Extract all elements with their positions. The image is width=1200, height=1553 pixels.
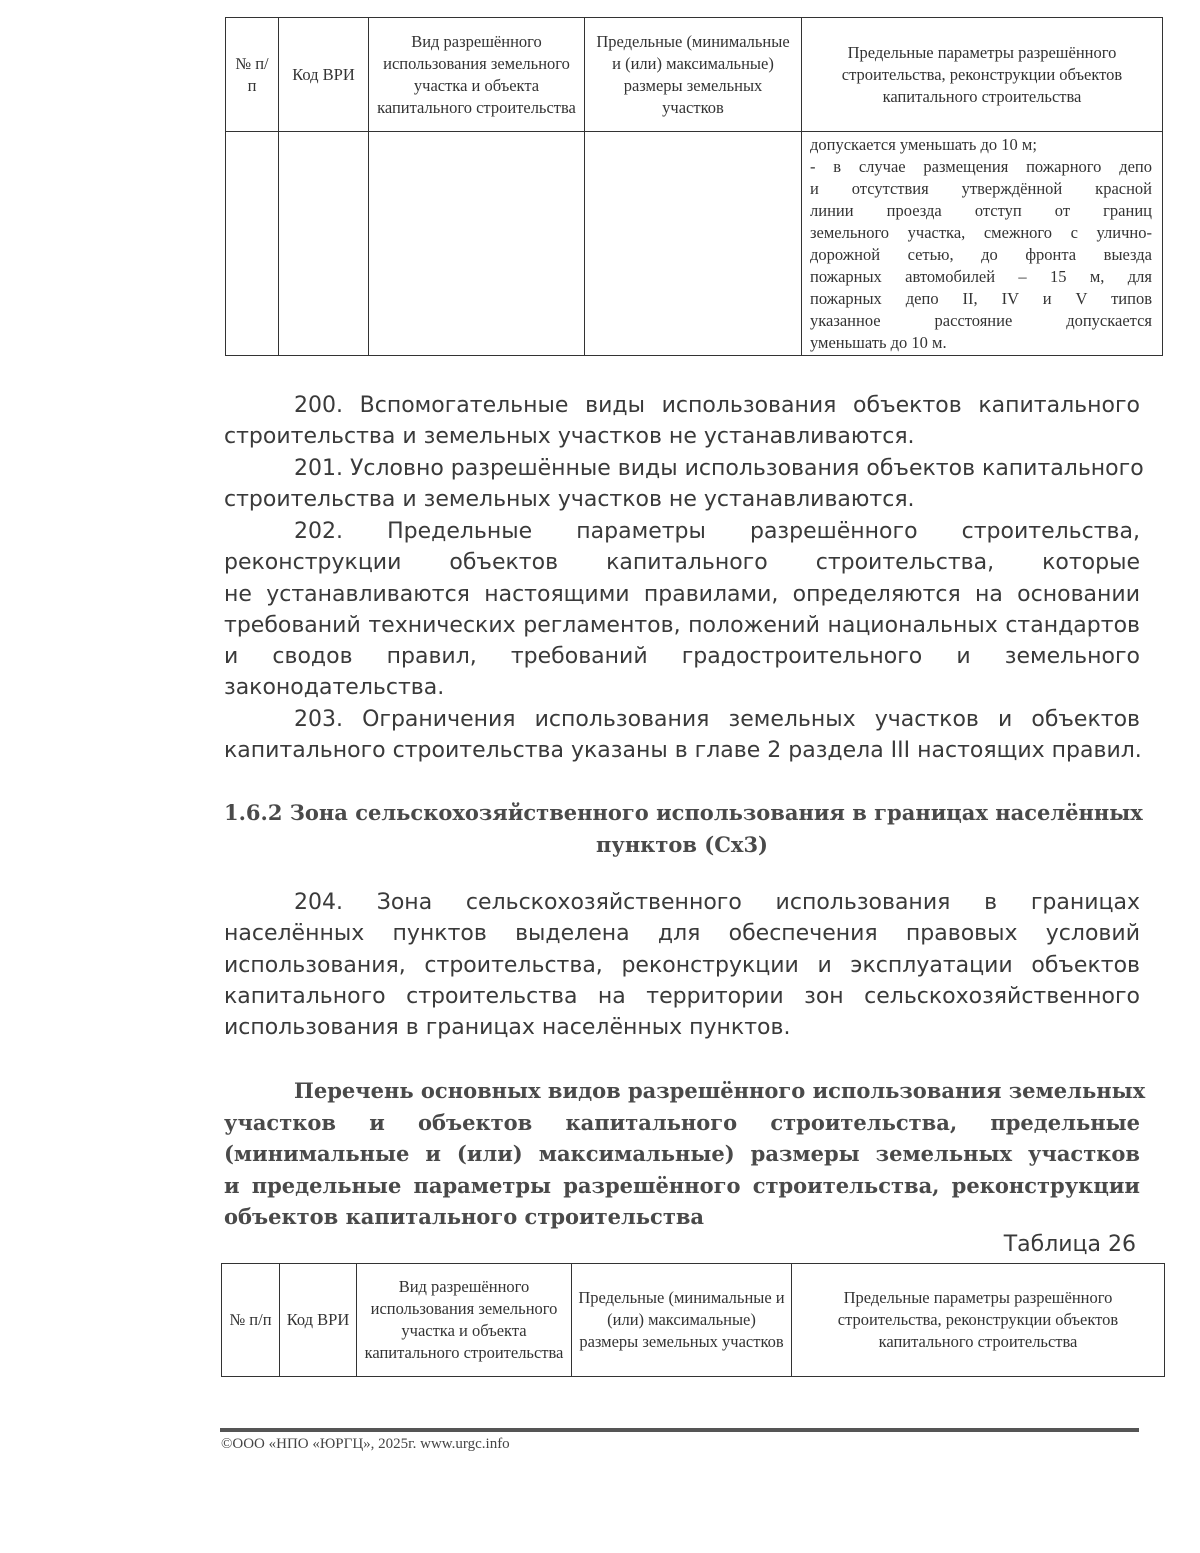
- params-line: земельного участка, смежного с улично-: [810, 223, 1152, 242]
- params-line: и отсутствия утверждённой красной: [810, 179, 1152, 198]
- paragraph-line: реконструкции объектов капитального строительства, которые: [224, 550, 1140, 576]
- caption-line: Перечень основных видов разрешённого использования земельных: [294, 1078, 1146, 1103]
- header-sizes: Предельные (минимальные и (или) максимальные) размеры земельных участков: [572, 1264, 792, 1377]
- table-caption: [224, 1075, 1146, 1233]
- header-sizes: Предельные (минимальные и (или) максимальные) размеры земельных участков: [585, 18, 802, 132]
- table-26: [221, 1263, 1165, 1377]
- paragraph-line: 202. Предельные параметры разрешённого строительства,: [294, 519, 1140, 544]
- paragraph-204: [224, 887, 1140, 1043]
- paragraph-line: капитального строительства указаны в главе 2 раздела III настоящих правил.: [224, 738, 1142, 764]
- paragraph-line: населённых пунктов выделена для обеспечения правовых условий: [224, 921, 1140, 947]
- footer-rule: [220, 1428, 1139, 1432]
- section-heading: [224, 797, 1143, 861]
- footer-copyright: ©ООО «НПО «ЮРГЦ», 2025г. www.urgc.info: [221, 1436, 510, 1452]
- paragraph-line: использования в границах населённых пунктов.: [224, 1015, 791, 1041]
- caption-line: участков и объектов капитального строительства, предельные: [224, 1109, 1140, 1135]
- cell-code: [279, 132, 369, 356]
- paragraph-line: 200. Вспомогательные виды использования объектов капитального: [294, 393, 1140, 418]
- caption-line: объектов капитального строительства: [224, 1204, 705, 1229]
- table-header-row: [222, 1264, 1165, 1377]
- params-line: пожарных депо II, IV и V типов: [810, 289, 1152, 308]
- paragraph-line: 204. Зона сельскохозяйственного использования в границах: [294, 890, 1140, 915]
- header-num: № п/п: [226, 18, 279, 132]
- paragraph-line: и сводов правил, требований градостроительного и земельного: [224, 644, 1140, 670]
- params-line: - в случае размещения пожарного депо: [810, 157, 1152, 176]
- paragraph-line: законодательства.: [224, 675, 445, 701]
- paragraph-line: 201. Условно разрешённые виды использования объектов капитального: [294, 456, 1144, 481]
- paragraph-203: [224, 704, 1140, 767]
- cell-type: [369, 132, 585, 356]
- paragraph-200: [224, 390, 1140, 453]
- caption-line: (минимальные и (или) максимальные) размеры земельных участков: [224, 1141, 1140, 1166]
- paragraph-line: использования, строительства, реконструкции и эксплуатации объектов: [224, 952, 1140, 978]
- params-line: пожарных автомобилей – 15 м, для: [810, 267, 1152, 286]
- cell-params: [802, 132, 1163, 356]
- table-continuation: [225, 17, 1163, 356]
- header-num: № п/п: [222, 1264, 280, 1377]
- params-line: указанное расстояние допускается: [810, 311, 1152, 330]
- params-line: линии проезда отступ от границ: [810, 201, 1152, 220]
- paragraph-201: [224, 453, 1144, 516]
- heading-line: 1.6.2 Зона сельскохозяйственного использования в границах населённых: [224, 800, 1143, 825]
- paragraph-line: капитального строительства на территории зон сельскохозяйственного: [224, 983, 1140, 1009]
- header-type: Вид разрешённого использования земельного участка и объекта капитального строительства: [369, 18, 585, 132]
- header-code: Код ВРИ: [279, 18, 369, 132]
- table-row: [226, 132, 1163, 356]
- paragraph-line: требований технических регламентов, положений национальных стандартов: [224, 612, 1140, 638]
- cell-sizes: [585, 132, 802, 356]
- header-params: Предельные параметры разрешённого строительства, реконструкции объектов капитального строительства: [802, 18, 1163, 132]
- table-number-label: Таблица 26: [1003, 1232, 1136, 1257]
- paragraph-line: строительства и земельных участков не устанавливаются.: [224, 424, 915, 450]
- header-params: Предельные параметры разрешённого строительства, реконструкции объектов капитального строительства: [792, 1264, 1165, 1377]
- cell-num: [226, 132, 279, 356]
- paragraph-line: не устанавливаются настоящими правилами, определяются на основании: [224, 581, 1140, 607]
- paragraph-line: 203. Ограничения использования земельных участков и объектов: [294, 707, 1140, 732]
- table-header-row: [226, 18, 1163, 132]
- paragraph-202: [224, 516, 1140, 704]
- paragraph-line: строительства и земельных участков не устанавливаются.: [224, 487, 915, 513]
- caption-line: и предельные параметры разрешённого строительства, реконструкции: [224, 1172, 1140, 1198]
- params-line: уменьшать до 10 м.: [810, 333, 947, 352]
- header-type: Вид разрешённого использования земельного участка и объекта капитального строительства: [357, 1264, 572, 1377]
- params-line: допускается уменьшать до 10 м;: [810, 135, 1037, 154]
- params-line: дорожной сетью, до фронта выезда: [810, 245, 1152, 264]
- heading-line: пунктов (Сх3): [596, 832, 768, 857]
- header-code: Код ВРИ: [280, 1264, 357, 1377]
